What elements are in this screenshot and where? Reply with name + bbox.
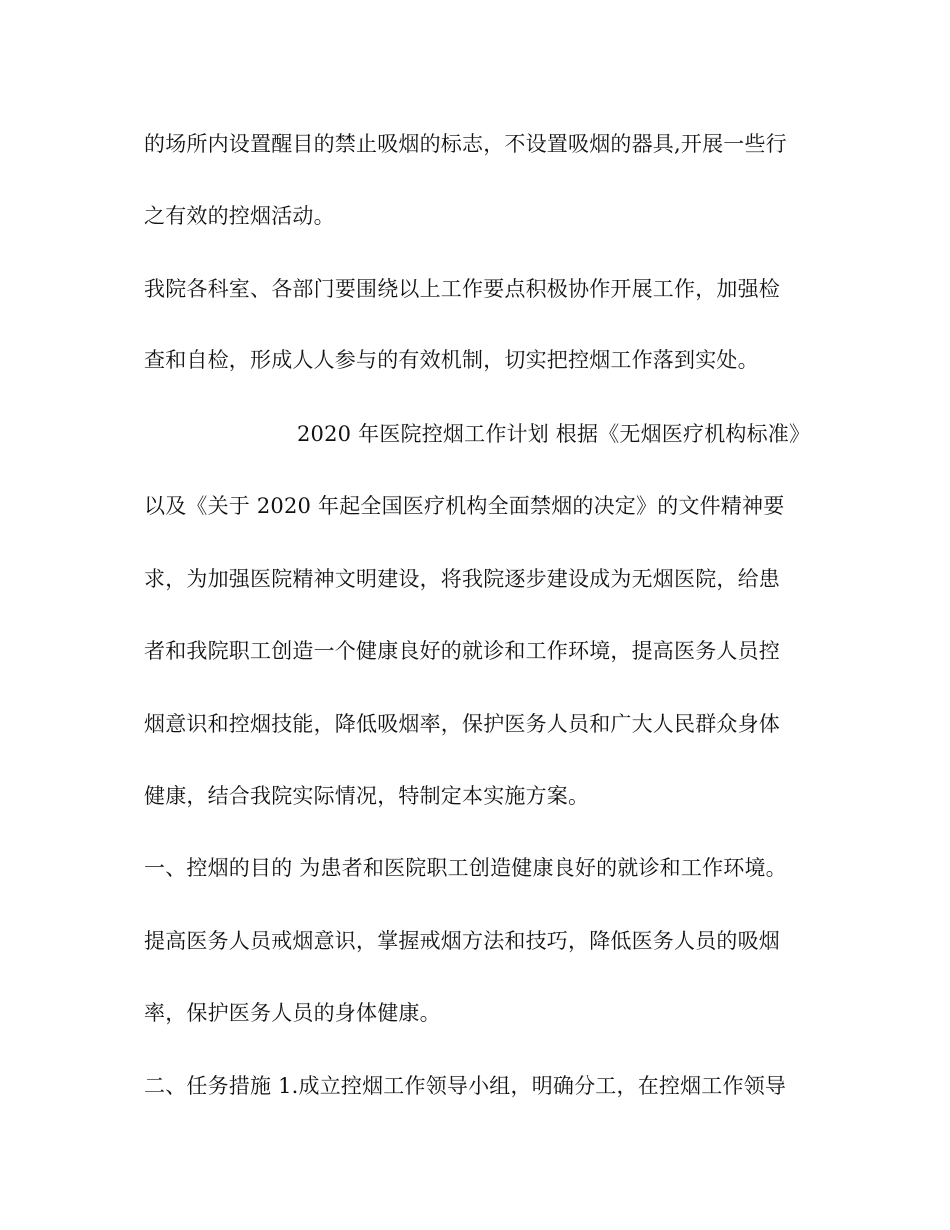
body-text-line: 之有效的控烟活动。 [144, 204, 335, 228]
body-text-line: 烟意识和控烟技能，降低吸烟率，保护医务人员和广大人民群众身体 [144, 712, 780, 736]
body-text-line: 健康，结合我院实际情况，特制定本实施方案。 [144, 784, 590, 808]
body-text-line: 查和自检，形成人人参与的有效机制，切实把控烟工作落到实处。 [144, 348, 759, 372]
body-text-line: 以及《关于 2020 年起全国医疗机构全面禁烟的决定》的文件精神要 [144, 494, 785, 518]
body-text-line: 提高医务人员戒烟意识，掌握戒烟方法和技巧，降低医务人员的吸烟 [144, 929, 780, 953]
body-text-line: 者和我院职工创造一个健康良好的就诊和工作环境，提高医务人员控 [144, 639, 780, 663]
body-text-line: 的场所内设置醒目的禁止吸烟的标志，不设置吸烟的器具,开展一些行 [144, 132, 787, 156]
section-heading-line: 二、任务措施 1.成立控烟工作领导小组，明确分工，在控烟工作领导 [144, 1074, 787, 1098]
section-heading-line: 一、控烟的目的 为患者和医院职工创造健康良好的就诊和工作环境。 [144, 856, 787, 880]
body-text-line: 率，保护医务人员的身体健康。 [144, 1001, 441, 1025]
body-text-line: 求，为加强医院精神文明建设，将我院逐步建设成为无烟医院，给患 [144, 567, 780, 591]
plan-title-line: 2020 年医院控烟工作计划 根据《无烟医疗机构标准》 [297, 422, 811, 446]
body-text-line: 我院各科室、各部门要围绕以上工作要点积极协作开展工作，加强检 [144, 277, 780, 301]
